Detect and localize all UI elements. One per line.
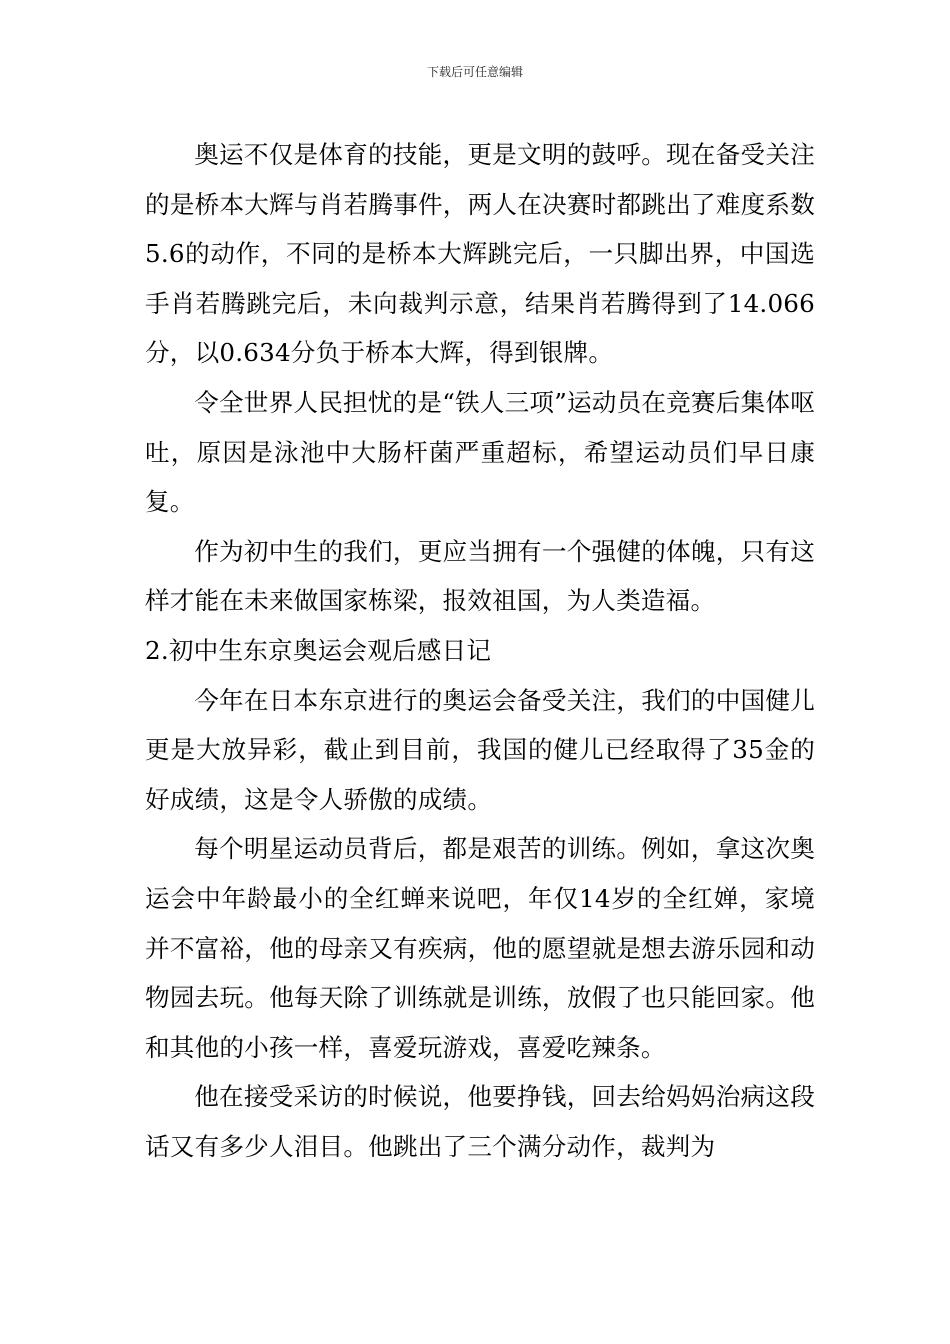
paragraph: 奥运不仅是体育的技能，更是文明的鼓呼。现在备受关注的是桥本大辉与肖若腾事件，两人在决赛时都跳出了难度系数5.6的动作，不同的是桥本大辉跳完后，一只脚出界，中国选手肖若腾跳完后，未向裁判示意，结果肖若腾得到了14.066分，以0.634分负于桥本大辉，得到银牌。 [145, 140, 815, 368]
paragraph: 作为初中生的我们，更应当拥有一个强健的体魄，只有这样才能在未来做国家栋梁，报效祖国，为人类造福。 [145, 536, 815, 616]
paragraph: 令全世界人民担忧的是“铁人三项”运动员在竞赛后集体呕吐，原因是泳池中大肠杆菌严重超标，希望运动员们早日康复。 [145, 387, 815, 517]
paragraph: 他在接受采访的时候说，他要挣钱，回去给妈妈治病这段话又有多少人泪目。他跳出了三个满分动作，裁判为 [145, 1082, 815, 1161]
paragraph: 今年在日本东京进行的奥运会备受关注，我们的中国健儿更是大放异彩，截止到目前，我国的健儿已经取得了35金的好成绩，这是令人骄傲的成绩。 [145, 685, 815, 814]
document-body [145, 130, 815, 1171]
section-heading: 2.初中生东京奥运会观后感日记 [145, 635, 492, 665]
paragraph: 每个明星运动员背后，都是艰苦的训练。例如，拿这次奥运会中年龄最小的全红蝉来说吧，年仅14岁的全红婵，家境并不富裕，他的母亲又有疾病，他的愿望就是想去游乐园和动物园去玩。他每天除了训练就是训练，放假了也只能回家。他和其他的小孩一样，喜爱玩游戏，喜爱吃辣条。 [145, 834, 815, 1062]
page-header: 下载后可任意编辑 [426, 65, 523, 79]
